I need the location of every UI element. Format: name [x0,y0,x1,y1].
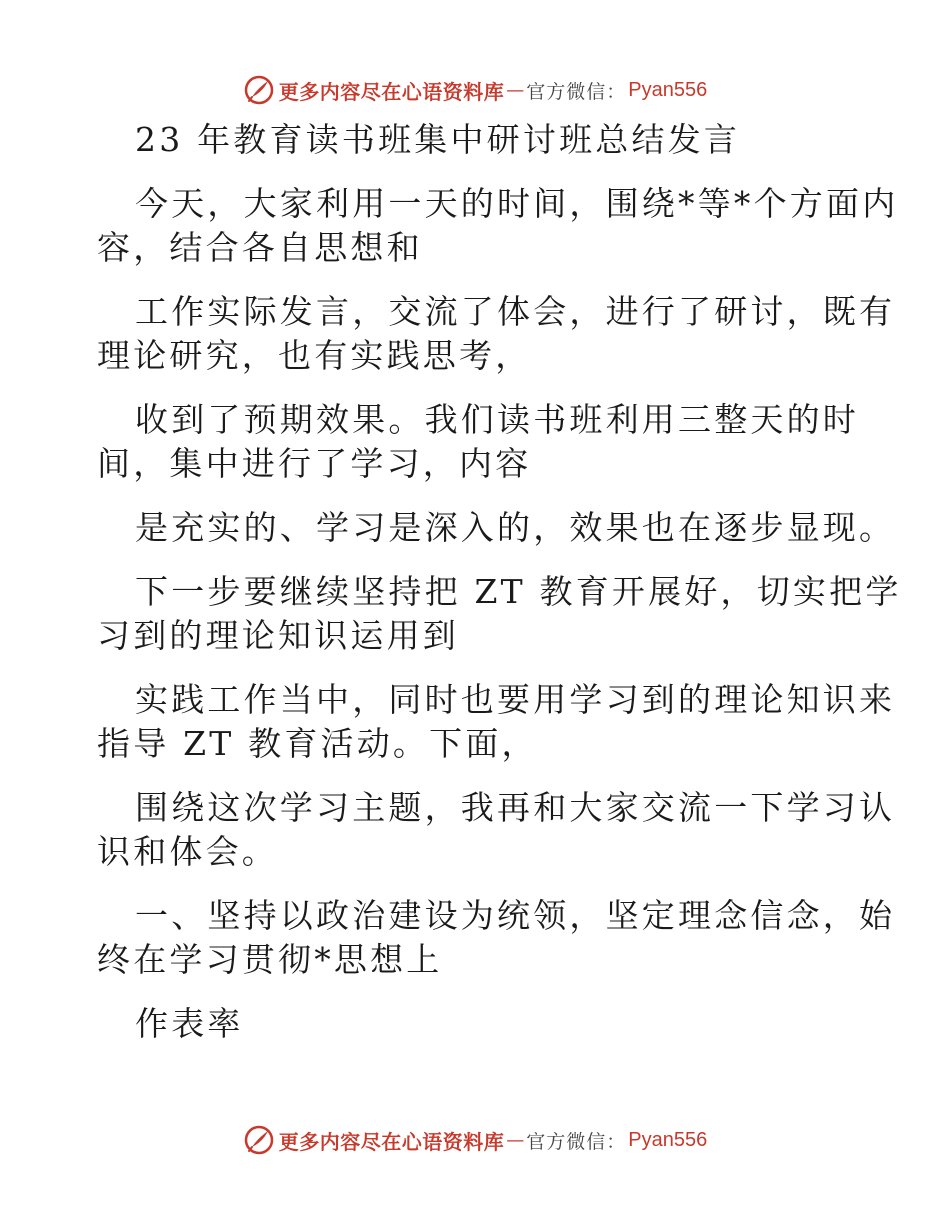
banner-dash: — [506,1129,525,1151]
document-title: 23 年教育读书班集中研讨班总结发言 [135,120,741,159]
quill-pen-logo-icon [243,74,275,106]
paragraph-line: 围绕这次学习主题，我再和大家交流一下学习认 [135,788,896,827]
document-body [97,118,902,1046]
paragraph-line: 作表率 [135,1004,244,1043]
banner-official-label: 官方微信： [526,80,627,103]
banner-site-text: 更多内容尽在心语资料库 [278,1129,505,1154]
paragraph-line: 识和体会。 [97,832,278,871]
section-heading-line: 终在学习贯彻*思想上 [97,940,443,979]
paragraph-line: 是充实的、学习是深入的，效果也在逐步显现。 [135,508,896,547]
paragraph-line: 指导 ZT 教育活动。下面， [97,724,538,763]
paragraph-line: 习到的理论知识运用到 [97,616,459,655]
footer-watermark-banner [0,1120,950,1160]
banner-official-label: 官方微信： [526,1130,627,1153]
header-watermark-banner [0,70,950,110]
banner-site-text: 更多内容尽在心语资料库 [278,79,505,104]
banner-wechat-id: Pyan556 [628,1128,708,1151]
paragraph-line: 下一步要继续坚持把 ZT 教育开展好，切实把学 [135,572,902,611]
paragraph-line: 理论研究，也有实践思考， [97,336,532,375]
quill-pen-logo-icon [243,1124,275,1156]
banner-wechat-id: Pyan556 [628,78,708,101]
section-heading-line: 一、坚持以政治建设为统领，坚定理念信念，始 [135,896,896,935]
paragraph-line: 实践工作当中，同时也要用学习到的理论知识来 [135,680,896,719]
paragraph-line: 工作实际发言，交流了体会，进行了研讨，既有 [135,292,896,331]
paragraph-line: 间，集中进行了学习，内容 [97,444,532,483]
banner-dash: — [506,79,525,101]
paragraph-line: 容，结合各自思想和 [97,228,423,267]
paragraph-line: 收到了预期效果。我们读书班利用三整天的时 [135,400,859,439]
paragraph-line: 今天，大家利用一天的时间，围绕*等*个方面内 [135,184,899,223]
